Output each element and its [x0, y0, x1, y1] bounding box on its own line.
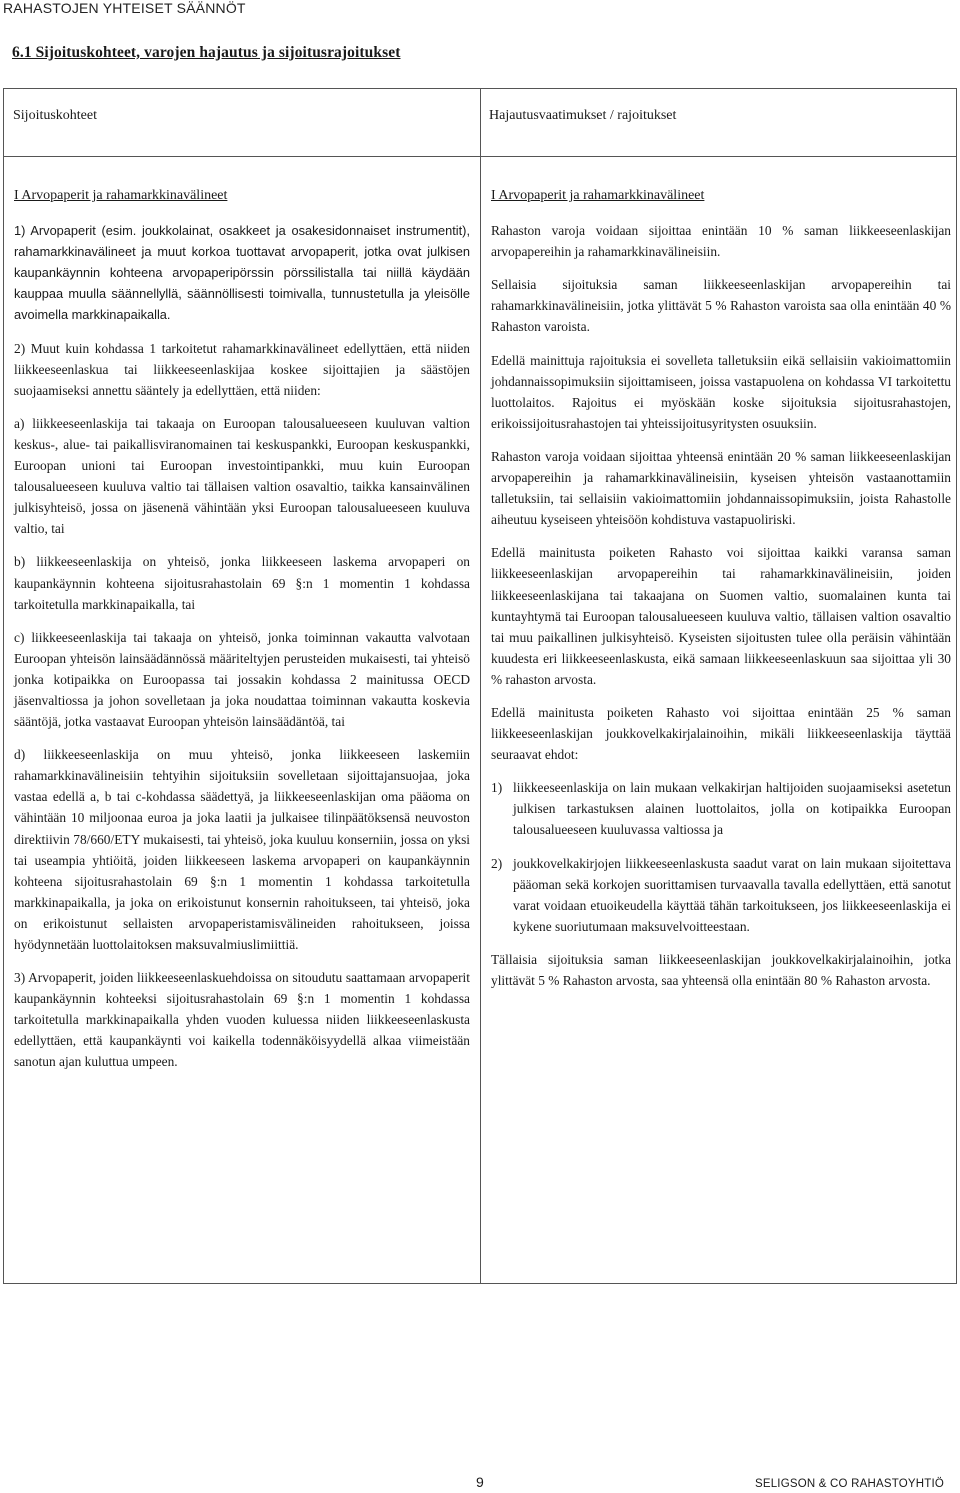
restriction-9: Tällaisia sijoituksia saman liikkeeseenlaskijan joukkovelkakirjalainoihin, jotka ylittävät 5 % Rahaston arvosta, saa yhteensä olla enintään 80 % Rahaston arvosta.: [491, 951, 951, 988]
table-header-row: [4, 89, 956, 157]
rules-table: [3, 88, 957, 1284]
column-divider: [480, 89, 481, 1283]
restrictions-column: [491, 185, 951, 1003]
paragraph-a: a) liikkeeseenlaskija tai takaaja on Euroopan talousalueeseen kuuluvan valtion keskus-, alue- tai paikallisviranomainen tai keskuspankki, Euroopan keskuspankki, Euroopan unioni tai Euroopan investointipankki, muu kuin Euroopan talousalueeseen kuuluva valtio tai tällaisen valtion osavaltio, taikka kansainvälinen julkisyhteisö, jossa on jäsenenä vähintään yksi Euroopan talousalueeseen kuuluva valtio, tai: [14, 415, 470, 537]
condition-2: [491, 853, 951, 937]
paragraph-2: 2) Muut kuin kohdassa 1 tarkoitetut rahamarkkinavälineet edellyttäen, että niiden liikkeeseenlaskua tai liikkeeseenlaskijaa koskee sijoittajien ja säästöjen suojaamiseksi annettu sääntely ja edellyttäen, että niiden:: [14, 340, 470, 398]
restriction-4: Rahaston varoja voidaan sijoittaa yhteensä enintään 20 % saman liikkeeseenlaskijan arvopapereihin ja rahamarkkinavälineisiin, kyseisen yhteisön vastaanottamiin talletuksiin, tai sellaisiin vakioimattomiin johdannaissopimuksiin, joista Rahastolle aiheutuu kyseiseen yhteisöön kohdistuva vastapuoliriski.: [491, 448, 951, 528]
investments-column: [14, 185, 470, 1085]
condition-2-text: joukkovelkakirjojen liikkeeseenlaskusta saadut varat on lain mukaan sijoitettava pääoman sekä korkojen suorittamisen turvaavalla tavalla edellyttäen, että sanotut varat voidaan etuoikeudella käyttää tähän tarkoitukseen, jos liikkeeseenlaskija ei kykene suoriutumaan maksuvelvoitteestaan.: [513, 855, 951, 934]
restriction-6: Edellä mainitusta poiketen Rahasto voi sijoittaa enintään 25 % saman liikkeeseenlaskijan joukkovelkakirjalainoihin, mikäli liikkeeseenlaskija täyttää seuraavat ehdot:: [491, 704, 951, 763]
column-header-investments: Sijoituskohteet: [13, 108, 97, 123]
condition-1: [491, 777, 951, 840]
condition-2-number: 2): [491, 855, 503, 871]
company-name: SELIGSON & CO RAHASTOYHTIÖ: [754, 1478, 944, 1490]
section-title: 6.1 Sijoituskohteet, varojen hajautus ja sijoitusrajoitukset: [12, 44, 401, 61]
left-section-title: I Arvopaperit ja rahamarkkinavälineet: [14, 188, 228, 203]
paragraph-1: 1) Arvopaperit (esim. joukkolainat, osakkeet ja osakesidonnaiset instrumentit), rahamarkkinavälineet ja muut korkoa tuottavat arvopaperit, jotka ovat julkisen kaupankäynnin kohteena arvopaperipörssin pörssilistalla tai niillä käydään kauppaa muulla säännellyllä, säännöllisesti toimivalla, tunnustetulla ja yleisölle avoimella markkinapaikalla.: [14, 223, 470, 323]
paragraph-b: b) liikkeeseenlaskija on yhteisö, jonka liikkeeseen laskema arvopaperi on kaupankäynnin kohteena sijoitusrahastolain 69 §:n 1 momentin 1 kohdassa tarkoitetulla markkinapaikalla, tai: [14, 554, 470, 612]
restriction-5: Edellä mainitusta poiketen Rahasto voi sijoittaa kaikki varansa saman liikkeeseenlaskijan arvopapereihin tai rahamarkkinavälineisiin, joiden liikkeeseenlaskijana tai takaajana on Suomen valtio, suomalainen kunta tai kuntayhtymä tai Euroopan talousalueeseen kuuluva valtio, tällaisen valtion osavaltio tai muu paikallinen julkisyhteisö. Kyseisten sijoitusten tulee olla peräisin vähintään kuudesta eri liikkeeseenlaskusta, eikä samaan liikkeeseenlaskuun saa sijoittaa yli 30 % rahaston arvosta.: [491, 545, 951, 687]
condition-1-number: 1): [491, 780, 503, 796]
page-number: 9: [476, 1474, 484, 1490]
restriction-3: Edellä mainittuja rajoituksia ei sovelleta talletuksiin eikä sellaisiin vakioimattomiin johdannaissopimuksiin sijoittamiseen, joissa vastapuolena on kohdassa VI tarkoitettu luottolaitos. Rajoitus ei myöskään koske sijoituksia sijoitusrahastojen, erikoissijoitusrahastojen tai yhteissijoitusyritysten osuuksiin.: [491, 352, 951, 431]
right-section-title: I Arvopaperit ja rahamarkkinavälineet: [491, 188, 705, 203]
column-header-restrictions: Hajautusvaatimukset / rajoitukset: [489, 108, 677, 123]
paragraph-3: 3) Arvopaperit, joiden liikkeeseenlaskuehdoissa on sitoudutu saattamaan arvopaperit kaupankäynnin kohteeksi sijoitusrahastolain 69 §:n 1 momentin 1 kohdassa tarkoitetulla markkinapaikalla yhden vuoden kuluessa niiden liikkeeseenlaskusta edellyttäen, että kaupankäynti voi kaikella todennäköisyydellä alkaa viimeistään sanotun ajan kuluttua umpeen.: [14, 970, 470, 1070]
restriction-1: Rahaston varoja voidaan sijoittaa enintään 10 % saman liikkeeseenlaskijan arvopapereihin ja rahamarkkinavälineisiin.: [491, 223, 951, 260]
running-header: RAHASTOJEN YHTEISET SÄÄNNÖT: [3, 0, 246, 16]
paragraph-c: c) liikkeeseenlaskija tai takaaja on yhteisö, jonka toiminnan vakautta valvotaan Euroopan yhteisön lainsäädännössä määriteltyjen perusteiden mukaisesti, tai yhteisö jonka kotipaikka on Euroopassa tai jossakin kohdassa 2 mainitussa OECD jäsenvaltiossa ja johon sovelletaan ja joka noudattaa toiminnan vakautta koskevia sääntöjä, jotka vastaavat Euroopan yhteisön lainsäädäntöä, tai: [14, 629, 470, 730]
restriction-2: Sellaisia sijoituksia saman liikkeeseenlaskijan arvopapereihin tai rahamarkkinavälineisiin, jotka ylittävät 5 % Rahaston varoista saa olla enintään 40 % Rahaston varoista.: [491, 277, 951, 335]
paragraph-d: d) liikkeeseenlaskija on muu yhteisö, jonka liikkeeseen laskemiin rahamarkkinavälineisiin tehtyihin sijoituksiin sovelletaan sijoittajansuojaa, joka vastaa edellä a, b tai c-kohdassa säädettyä, ja liikkeeseenlaskijan oma pääoma on vähintään 10 miljoonaa euroa ja joka laatii ja julkaisee tilinpäätöksensä neuvoston direktiivin 78/660/ETY mukaisesti, tai yhteisö, joka kuuluu konserniin, jossa on yksi tai useampia yhtiöitä, joiden liikkeeseen laskema arvopaperi on kaupankäynnin kohteena sijoitusrahastolain 69 §:n 1 momentin 1 kohdassa tarkoitetulla markkinapaikalla, ja joka on erikoistunut konsernin rahoitukseen, tai yhteisö, joka on erikoistunut sellaisten arvopaperistamisvälineiden rahoitukseen, joissa hyödynnetään luottolaitoksen maksuvalmiuslimiittiä.: [14, 747, 470, 952]
condition-1-text: liikkeeseenlaskija on lain mukaan velkakirjan haltijoiden suojaamiseksi asetetun julkisen tarkastuksen alainen luottolaitos, jolla on kotipaikka Euroopan talousalueeseen kuuluvassa valtiossa ja: [513, 780, 951, 838]
